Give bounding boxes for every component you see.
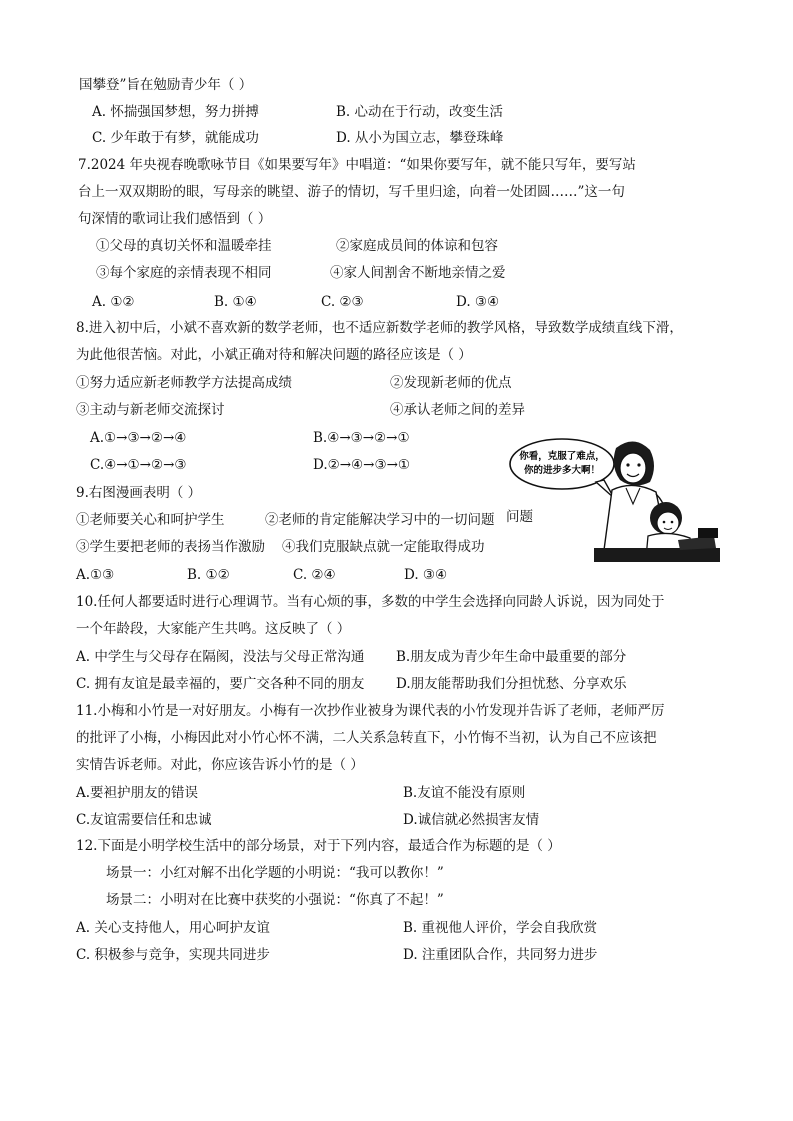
q11-stem-line3: 实情告诉老师。对此，你应该告诉小竹的是（ ） [76,757,364,773]
q10-option-b: B.朋友成为青少年生命中最重要的部分 [396,649,627,665]
q9-statement-2: ②老师的肯定能解决学习中的一切问题 [265,512,495,528]
q8-option-d: D.②→④→③→① [313,457,410,473]
bubble-text-line1: 你看，克服了难点， [519,451,605,462]
q8-option-a: A.①→③→②→④ [90,430,187,446]
q8-statement-4: ④承认老师之间的差异 [390,402,525,418]
q10-stem-line1: 10.任何人都要适时进行心理调节。当有心烦的事，多数的中学生会选择向同龄人诉说，因为同处于 [76,594,665,610]
q9-statement-2-tail: 问题 [506,509,533,525]
q7-stem-line2: 台上一双双期盼的眼，写母亲的眺望、游子的情切，写千里归途，向着一处团圆……”这一句 [78,184,625,200]
q10-option-c: C. 拥有友谊是最幸福的，要广交各种不同的朋友 [76,676,365,692]
q8-option-c: C.④→①→②→③ [90,457,187,473]
q8-statement-1: ①努力适应新老师教学方法提高成绩 [76,375,292,391]
q7-option-d: D. ③④ [456,294,500,310]
q9-cartoon [508,432,724,566]
q7-stem-line3: 句深情的歌词让我们感悟到（ ） [78,211,272,227]
q11-stem-line1: 11.小梅和小竹是一对好朋友。小梅有一次抄作业被身为课代表的小竹发现并告诉了老师，老师严厉 [76,703,665,719]
q12-scene-2: 场景二：小明对在比赛中获奖的小强说：“你真了不起！” [106,892,444,908]
desk [594,548,720,562]
q8-statement-2: ②发现新老师的优点 [390,375,512,391]
q12-option-d: D. 注重团队合作，共同努力进步 [403,947,598,963]
q11-option-c: C.友谊需要信任和忠诚 [76,812,212,828]
q12-option-b: B. 重视他人评价，学会自我欣赏 [403,920,598,936]
q9-option-b: B. ①② [187,567,230,583]
q6-option-a: A. 怀揣强国梦想，努力拼搏 [92,104,259,120]
q9-option-d: D. ③④ [404,567,448,583]
q9-stem: 9.右图漫画表明（ ） [76,485,202,501]
q7-option-a: A. ①② [92,294,135,310]
q10-option-a: A. 中学生与父母存在隔阂，没法与父母正常沟通 [76,649,365,665]
q8-statement-3: ③主动与新老师交流探讨 [76,402,225,418]
q11-option-d: D.诚信就必然损害友情 [403,812,540,828]
q7-statement-2: ②家庭成员间的体谅和包容 [336,238,498,254]
q7-option-b: B. ①④ [214,294,257,310]
q9-statement-3: ③学生要把老师的表扬当作激励 [76,539,265,555]
q9-statement-4: ④我们克服缺点就一定能取得成功 [282,539,485,555]
q12-scene-1: 场景一：小红对解不出化学题的小明说：“我可以教你！” [106,865,444,881]
bubble-text-line2: 你的进步多大啊！ [523,465,601,476]
q7-option-c: C. ②③ [321,294,364,310]
q10-option-d: D.朋友能帮助我们分担忧愁、分享欢乐 [396,676,627,692]
q7-stem-line1: 7.2024 年央视春晚歌咏节目《如果要写年》中唱道：“如果你要写年，就不能只写年，要写站 [78,157,636,173]
q9-option-c: C. ②④ [293,567,336,583]
q12-stem: 12.下面是小明学校生活中的部分场景，对于下列内容，最适合作为标题的是（ ） [76,838,561,854]
q6-option-c: C. 少年敢于有梦，就能成功 [92,130,259,146]
q6-stem: 国攀登”旨在勉励青少年（ ） [79,77,253,93]
q8-option-b: B.④→③→②→① [313,430,410,446]
q6-option-b: B. 心动在于行动，改变生活 [336,104,504,120]
q11-stem-line2: 的批评了小梅，小梅因此对小竹心怀不满，二人关系急转直下，小竹悔不当初，认为自己不应该把 [76,730,657,746]
q12-option-c: C. 积极参与竞争，实现共同进步 [76,947,270,963]
q8-stem-line1: 8.进入初中后，小斌不喜欢新的数学老师，也不适应新数学老师的教学风格，导致数学成绩直线下滑， [76,320,683,336]
q7-statement-1: ①父母的真切关怀和温暖牵挂 [96,238,272,254]
q9-option-a: A.①③ [76,567,115,583]
q7-statement-4: ④家人间割舍不断地亲情之爱 [330,265,506,281]
q7-statement-3: ③每个家庭的亲情表现不相同 [96,265,272,281]
q6-option-d: D. 从小为国立志，攀登珠峰 [336,130,504,146]
q9-statement-1: ①老师要关心和呵护学生 [76,512,225,528]
q8-stem-line2: 为此他很苦恼。对此，小斌正确对待和解决问题的路径应该是（ ） [76,347,472,363]
q12-option-a: A. 关心支持他人，用心呵护友谊 [76,920,270,936]
q10-stem-line2: 一个年龄段，大家能产生共鸣。这反映了（ ） [76,621,351,637]
q11-option-b: B.友谊不能没有原则 [403,785,526,801]
q11-option-a: A.要袒护朋友的错误 [76,785,199,801]
